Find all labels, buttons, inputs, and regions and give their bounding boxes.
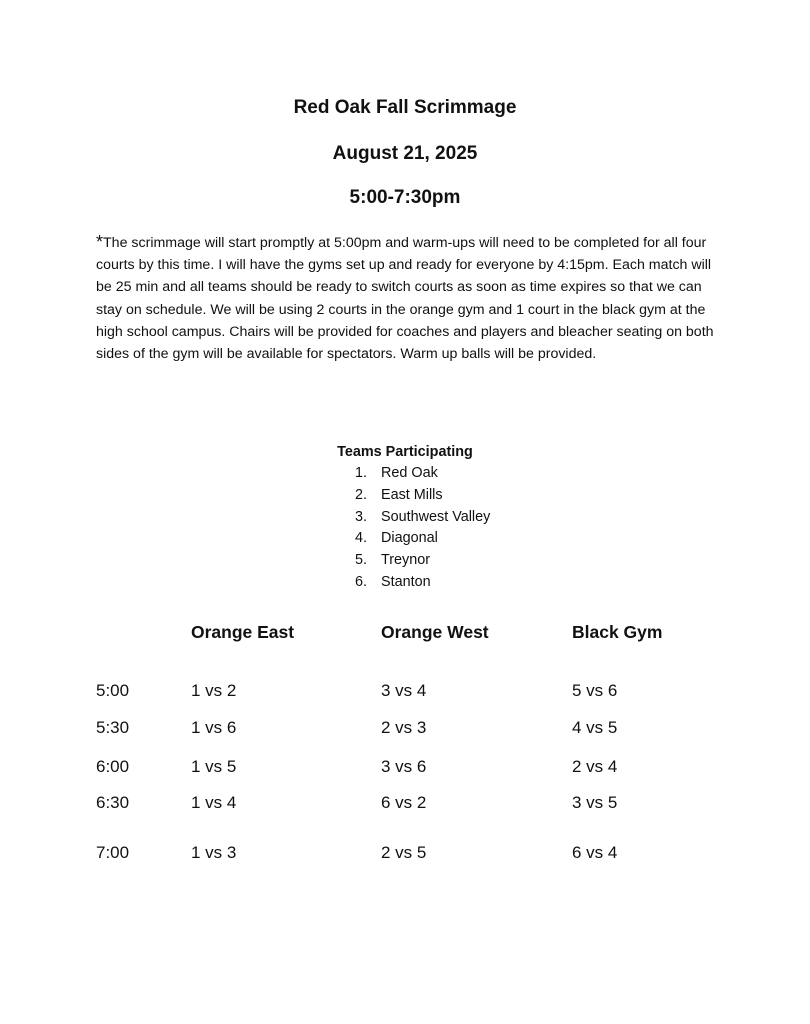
notice-paragraph — [96, 231, 726, 365]
team-name: Red Oak — [381, 465, 438, 481]
table-row — [0, 755, 810, 779]
team-number: 2. — [355, 486, 368, 503]
column-header-orange-west: Orange West — [381, 622, 489, 642]
table-row — [0, 716, 810, 740]
column-header-orange-east: Orange East — [191, 622, 295, 642]
match-black-gym: 6 vs 4 — [572, 843, 618, 862]
team-name: Southwest Valley — [381, 508, 491, 525]
match-orange-east: 1 vs 2 — [191, 681, 237, 700]
match-orange-west: 2 vs 5 — [381, 843, 427, 862]
row-time: 5:00 — [96, 681, 130, 700]
match-black-gym: 3 vs 5 — [572, 793, 618, 812]
match-orange-east: 1 vs 4 — [191, 793, 237, 812]
list-item — [355, 485, 490, 507]
team-number: 6. — [355, 573, 368, 590]
team-name: Treynor — [381, 552, 431, 569]
table-row — [0, 791, 810, 815]
match-orange-east: 1 vs 3 — [191, 843, 237, 862]
match-orange-west: 3 vs 4 — [381, 681, 427, 700]
team-number: 1. — [355, 465, 368, 481]
match-black-gym: 4 vs 5 — [572, 718, 618, 737]
match-orange-east: 1 vs 5 — [191, 757, 237, 776]
event-time: 5:00-7:30pm — [349, 187, 461, 208]
column-header-black-gym: Black Gym — [572, 622, 663, 642]
table-row — [0, 679, 810, 703]
asterisk-mark: * — [96, 232, 104, 252]
event-date: August 21, 2025 — [332, 143, 478, 164]
row-time: 7:00 — [96, 843, 130, 862]
row-time: 5:30 — [96, 718, 130, 737]
teams-list — [355, 463, 490, 594]
list-item — [355, 528, 490, 550]
list-item — [355, 550, 490, 572]
match-orange-west: 2 vs 3 — [381, 718, 427, 737]
list-item — [355, 463, 490, 485]
team-number: 5. — [355, 552, 368, 569]
page-title: Red Oak Fall Scrimmage — [293, 97, 517, 118]
list-item — [355, 507, 490, 529]
row-time: 6:30 — [96, 793, 130, 812]
match-orange-east: 1 vs 6 — [191, 718, 237, 737]
team-name: East Mills — [381, 486, 443, 503]
notice-text: The scrimmage will start promptly at 5:00pm and warm-ups will need to be completed for all four courts by this time. I will have the gyms set up and ready for everyone by 4:15pm. Each match will be 25 min and all teams should be ready to switch courts as soon as time expires so that we can stay on schedule. We will be using 2 courts in the orange gym and 1 court in the black gym at the high school campus. Chairs will be provided for coaches and players and bleacher seating on both sides of the gym will be available for spectators. Warm up balls will be provided. — [96, 235, 714, 363]
team-number: 4. — [355, 530, 368, 547]
match-orange-west: 6 vs 2 — [381, 793, 427, 812]
match-black-gym: 5 vs 6 — [572, 681, 618, 700]
row-time: 6:00 — [96, 757, 130, 776]
team-number: 3. — [355, 508, 368, 525]
team-name: Diagonal — [381, 530, 438, 547]
match-black-gym: 2 vs 4 — [572, 757, 618, 776]
teams-heading: Teams Participating — [337, 444, 473, 460]
list-item — [355, 572, 490, 594]
table-row — [0, 841, 810, 865]
match-orange-west: 3 vs 6 — [381, 757, 427, 776]
team-name: Stanton — [381, 573, 431, 590]
